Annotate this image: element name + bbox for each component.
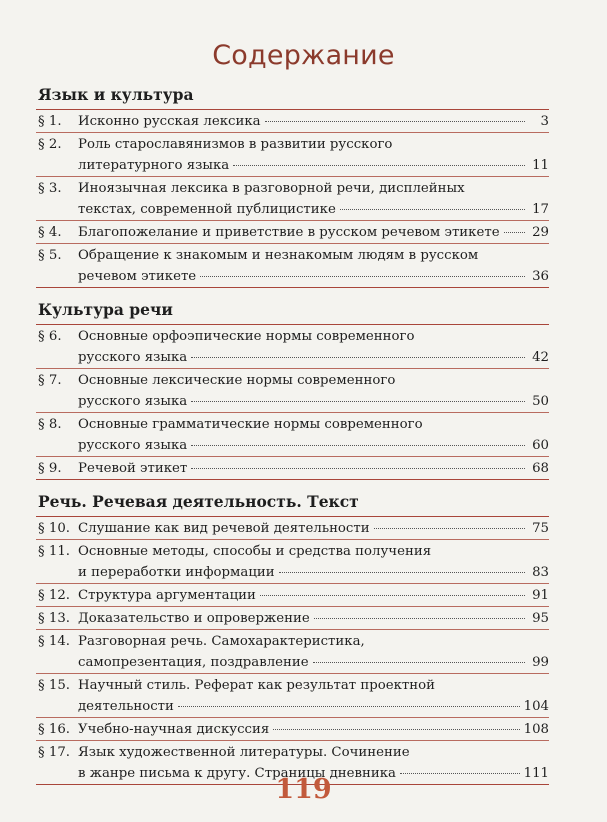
entry-title-line: русского языка bbox=[78, 394, 188, 409]
entry-page-number: 60 bbox=[532, 438, 549, 453]
section-number: § 10. bbox=[38, 521, 71, 536]
toc-entry[interactable] bbox=[36, 674, 549, 718]
section-number: § 12. bbox=[38, 588, 71, 603]
section-number: § 8. bbox=[38, 417, 62, 432]
section-number: § 11. bbox=[38, 544, 71, 559]
section-number: § 2. bbox=[38, 137, 62, 152]
section-number: § 16. bbox=[38, 722, 71, 737]
section-title: Речь. Речевая деятельность. Текст bbox=[38, 492, 359, 511]
dot-leader bbox=[314, 617, 525, 619]
entry-title-line: Роль старославянизмов в развитии русского bbox=[78, 137, 393, 152]
toc-section bbox=[36, 299, 549, 480]
entry-page-number: 42 bbox=[532, 350, 549, 365]
page-title: Содержание bbox=[212, 40, 395, 71]
entry-title-line: и переработки информации bbox=[78, 565, 275, 580]
entry-page-number: 75 bbox=[532, 521, 549, 536]
entry-title-line: русского языка bbox=[78, 350, 188, 365]
dot-leader bbox=[191, 467, 525, 469]
entry-page-number: 108 bbox=[523, 722, 549, 737]
toc-section bbox=[36, 491, 549, 785]
entry-title-line: Разговорная речь. Самохарактеристика, bbox=[78, 634, 365, 649]
entry-page-number: 68 bbox=[532, 461, 549, 476]
dot-leader bbox=[340, 208, 525, 210]
dot-leader bbox=[374, 527, 525, 529]
entry-page-number: 99 bbox=[532, 655, 549, 670]
entry-title-line: Учебно-научная дискуссия bbox=[78, 722, 270, 737]
entry-title-line: Структура аргументации bbox=[78, 588, 256, 603]
toc-entry[interactable] bbox=[36, 369, 549, 413]
toc-entry[interactable] bbox=[36, 457, 549, 479]
entry-title-line: Слушание как вид речевой деятельности bbox=[78, 521, 370, 536]
dot-leader bbox=[313, 661, 525, 663]
dot-leader bbox=[191, 356, 525, 358]
entry-title-line: Основные лексические нормы современного bbox=[78, 373, 396, 388]
entry-page-number: 91 bbox=[532, 588, 549, 603]
dot-leader bbox=[504, 231, 525, 233]
dot-leader bbox=[273, 728, 519, 730]
entry-page-number: 83 bbox=[532, 565, 549, 580]
entry-title-line: Благопожелание и приветствие в русском речевом этикете bbox=[78, 225, 500, 240]
toc-entry[interactable] bbox=[36, 133, 549, 177]
toc-entry[interactable] bbox=[36, 244, 549, 287]
section-number: § 7. bbox=[38, 373, 62, 388]
entry-title-line: Исконно русская лексика bbox=[78, 114, 261, 129]
toc-entry[interactable] bbox=[36, 517, 549, 540]
dot-leader bbox=[178, 705, 520, 707]
entry-page-number: 50 bbox=[532, 394, 549, 409]
entry-title-line: Язык художественной литературы. Сочинение bbox=[78, 745, 410, 760]
toc-entry[interactable] bbox=[36, 221, 549, 244]
section-title: Язык и культура bbox=[38, 85, 194, 104]
entry-title-line: литературного языка bbox=[78, 158, 230, 173]
toc-entry[interactable] bbox=[36, 110, 549, 133]
section-title: Культура речи bbox=[38, 300, 173, 319]
section-number: § 9. bbox=[38, 461, 62, 476]
toc-entry[interactable] bbox=[36, 607, 549, 630]
dot-leader bbox=[233, 164, 525, 166]
toc-entry[interactable] bbox=[36, 325, 549, 369]
entry-page-number: 36 bbox=[532, 269, 549, 284]
entry-title-line: Речевой этикет bbox=[78, 461, 188, 476]
entry-title-line: Научный стиль. Реферат как результат проектной bbox=[78, 678, 436, 693]
entry-title-line: Основные грамматические нормы современного bbox=[78, 417, 423, 432]
section-number: § 15. bbox=[38, 678, 71, 693]
toc-entry[interactable] bbox=[36, 584, 549, 607]
section-number: § 6. bbox=[38, 329, 62, 344]
entry-page-number: 111 bbox=[523, 766, 549, 781]
entry-title-line: Основные методы, способы и средства получения bbox=[78, 544, 432, 559]
page-number: 119 bbox=[275, 774, 332, 805]
dot-leader bbox=[191, 400, 525, 402]
toc-entry[interactable] bbox=[36, 540, 549, 584]
section-number: § 14. bbox=[38, 634, 71, 649]
entry-title-line: русского языка bbox=[78, 438, 188, 453]
toc-section bbox=[36, 84, 549, 288]
entry-title-line: Обращение к знакомым и незнакомым людям в русском bbox=[78, 248, 479, 263]
entry-page-number: 17 bbox=[532, 202, 549, 217]
dot-leader bbox=[200, 275, 525, 277]
toc-list bbox=[36, 516, 549, 785]
toc-entry[interactable] bbox=[36, 413, 549, 457]
entry-title-line: текстах, современной публицистике bbox=[78, 202, 336, 217]
section-number: § 1. bbox=[38, 114, 62, 129]
entry-page-number: 29 bbox=[532, 225, 549, 240]
entry-title-line: Доказательство и опровержение bbox=[78, 611, 310, 626]
entry-page-number: 11 bbox=[532, 158, 549, 173]
toc-list bbox=[36, 324, 549, 480]
entry-title-line: Иноязычная лексика в разговорной речи, дисплейных bbox=[78, 181, 465, 196]
dot-leader bbox=[191, 444, 525, 446]
toc-entry[interactable] bbox=[36, 718, 549, 741]
entry-page-number: 95 bbox=[532, 611, 549, 626]
toc-list bbox=[36, 109, 549, 288]
dot-leader bbox=[265, 120, 525, 122]
entry-title-line: речевом этикете bbox=[78, 269, 197, 284]
entry-title-line: в жанре письма к другу. Страницы дневника bbox=[78, 766, 396, 781]
section-number: § 3. bbox=[38, 181, 62, 196]
table-of-contents bbox=[36, 84, 549, 796]
entry-title-line: самопрезентация, поздравление bbox=[78, 655, 309, 670]
entry-page-number: 3 bbox=[540, 114, 549, 129]
dot-leader bbox=[260, 594, 525, 596]
dot-leader bbox=[279, 571, 525, 573]
toc-entry[interactable] bbox=[36, 630, 549, 674]
entry-title-line: деятельности bbox=[78, 699, 174, 714]
toc-entry[interactable] bbox=[36, 177, 549, 221]
entry-page-number: 104 bbox=[523, 699, 549, 714]
entry-title-line: Основные орфоэпические нормы современного bbox=[78, 329, 415, 344]
section-number: § 17. bbox=[38, 745, 71, 760]
section-number: § 13. bbox=[38, 611, 71, 626]
section-number: § 5. bbox=[38, 248, 62, 263]
section-number: § 4. bbox=[38, 225, 62, 240]
